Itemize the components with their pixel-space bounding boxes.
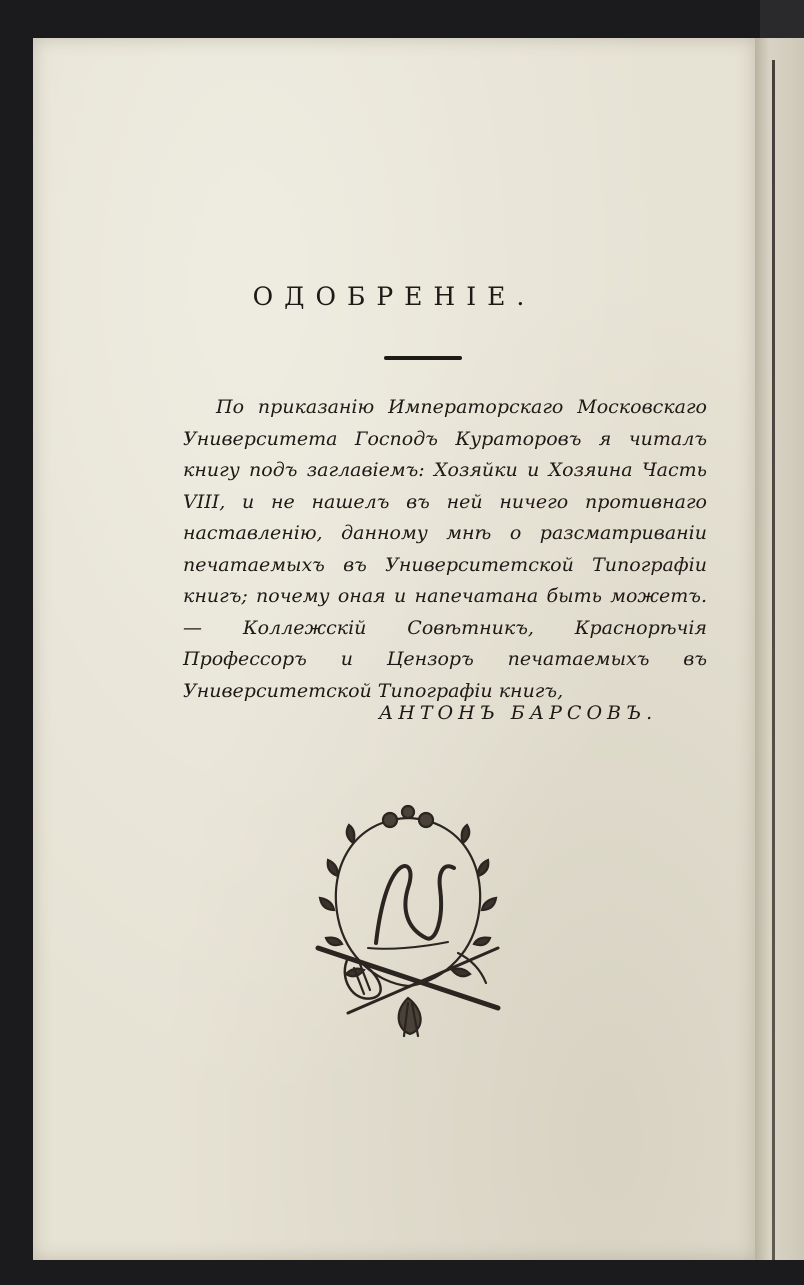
approval-text: По приказанію Императорскаго Московскаго Университета Господъ Кураторовъ я читалъ книгу подъ заглавіемъ: Хозяйки и Хозяина Часть VIII, и не нашелъ въ ней ничего противнаго наставленію, данному мнѣ о разсматриваніи печатаемыхъ въ Университетской Типографіи книгъ; почему оная и напечатана быть можетъ. — Коллежскій Совѣтникъ, Краснорѣчія Профессоръ и Цензоръ печатаемыхъ въ Университетской Типографіи книгъ, [183,396,707,702]
book-page [33,38,755,1260]
book-spine [772,60,775,1260]
facing-page-edge [755,38,804,1260]
scan-edge [760,0,804,40]
heading-rule [384,356,462,360]
censor-signature: АНТОНЪ БАРСОВЪ. [378,702,658,724]
page-heading: ОДОБРЕНІЕ. [252,282,536,311]
monogram-wreath-icon [308,798,508,1038]
